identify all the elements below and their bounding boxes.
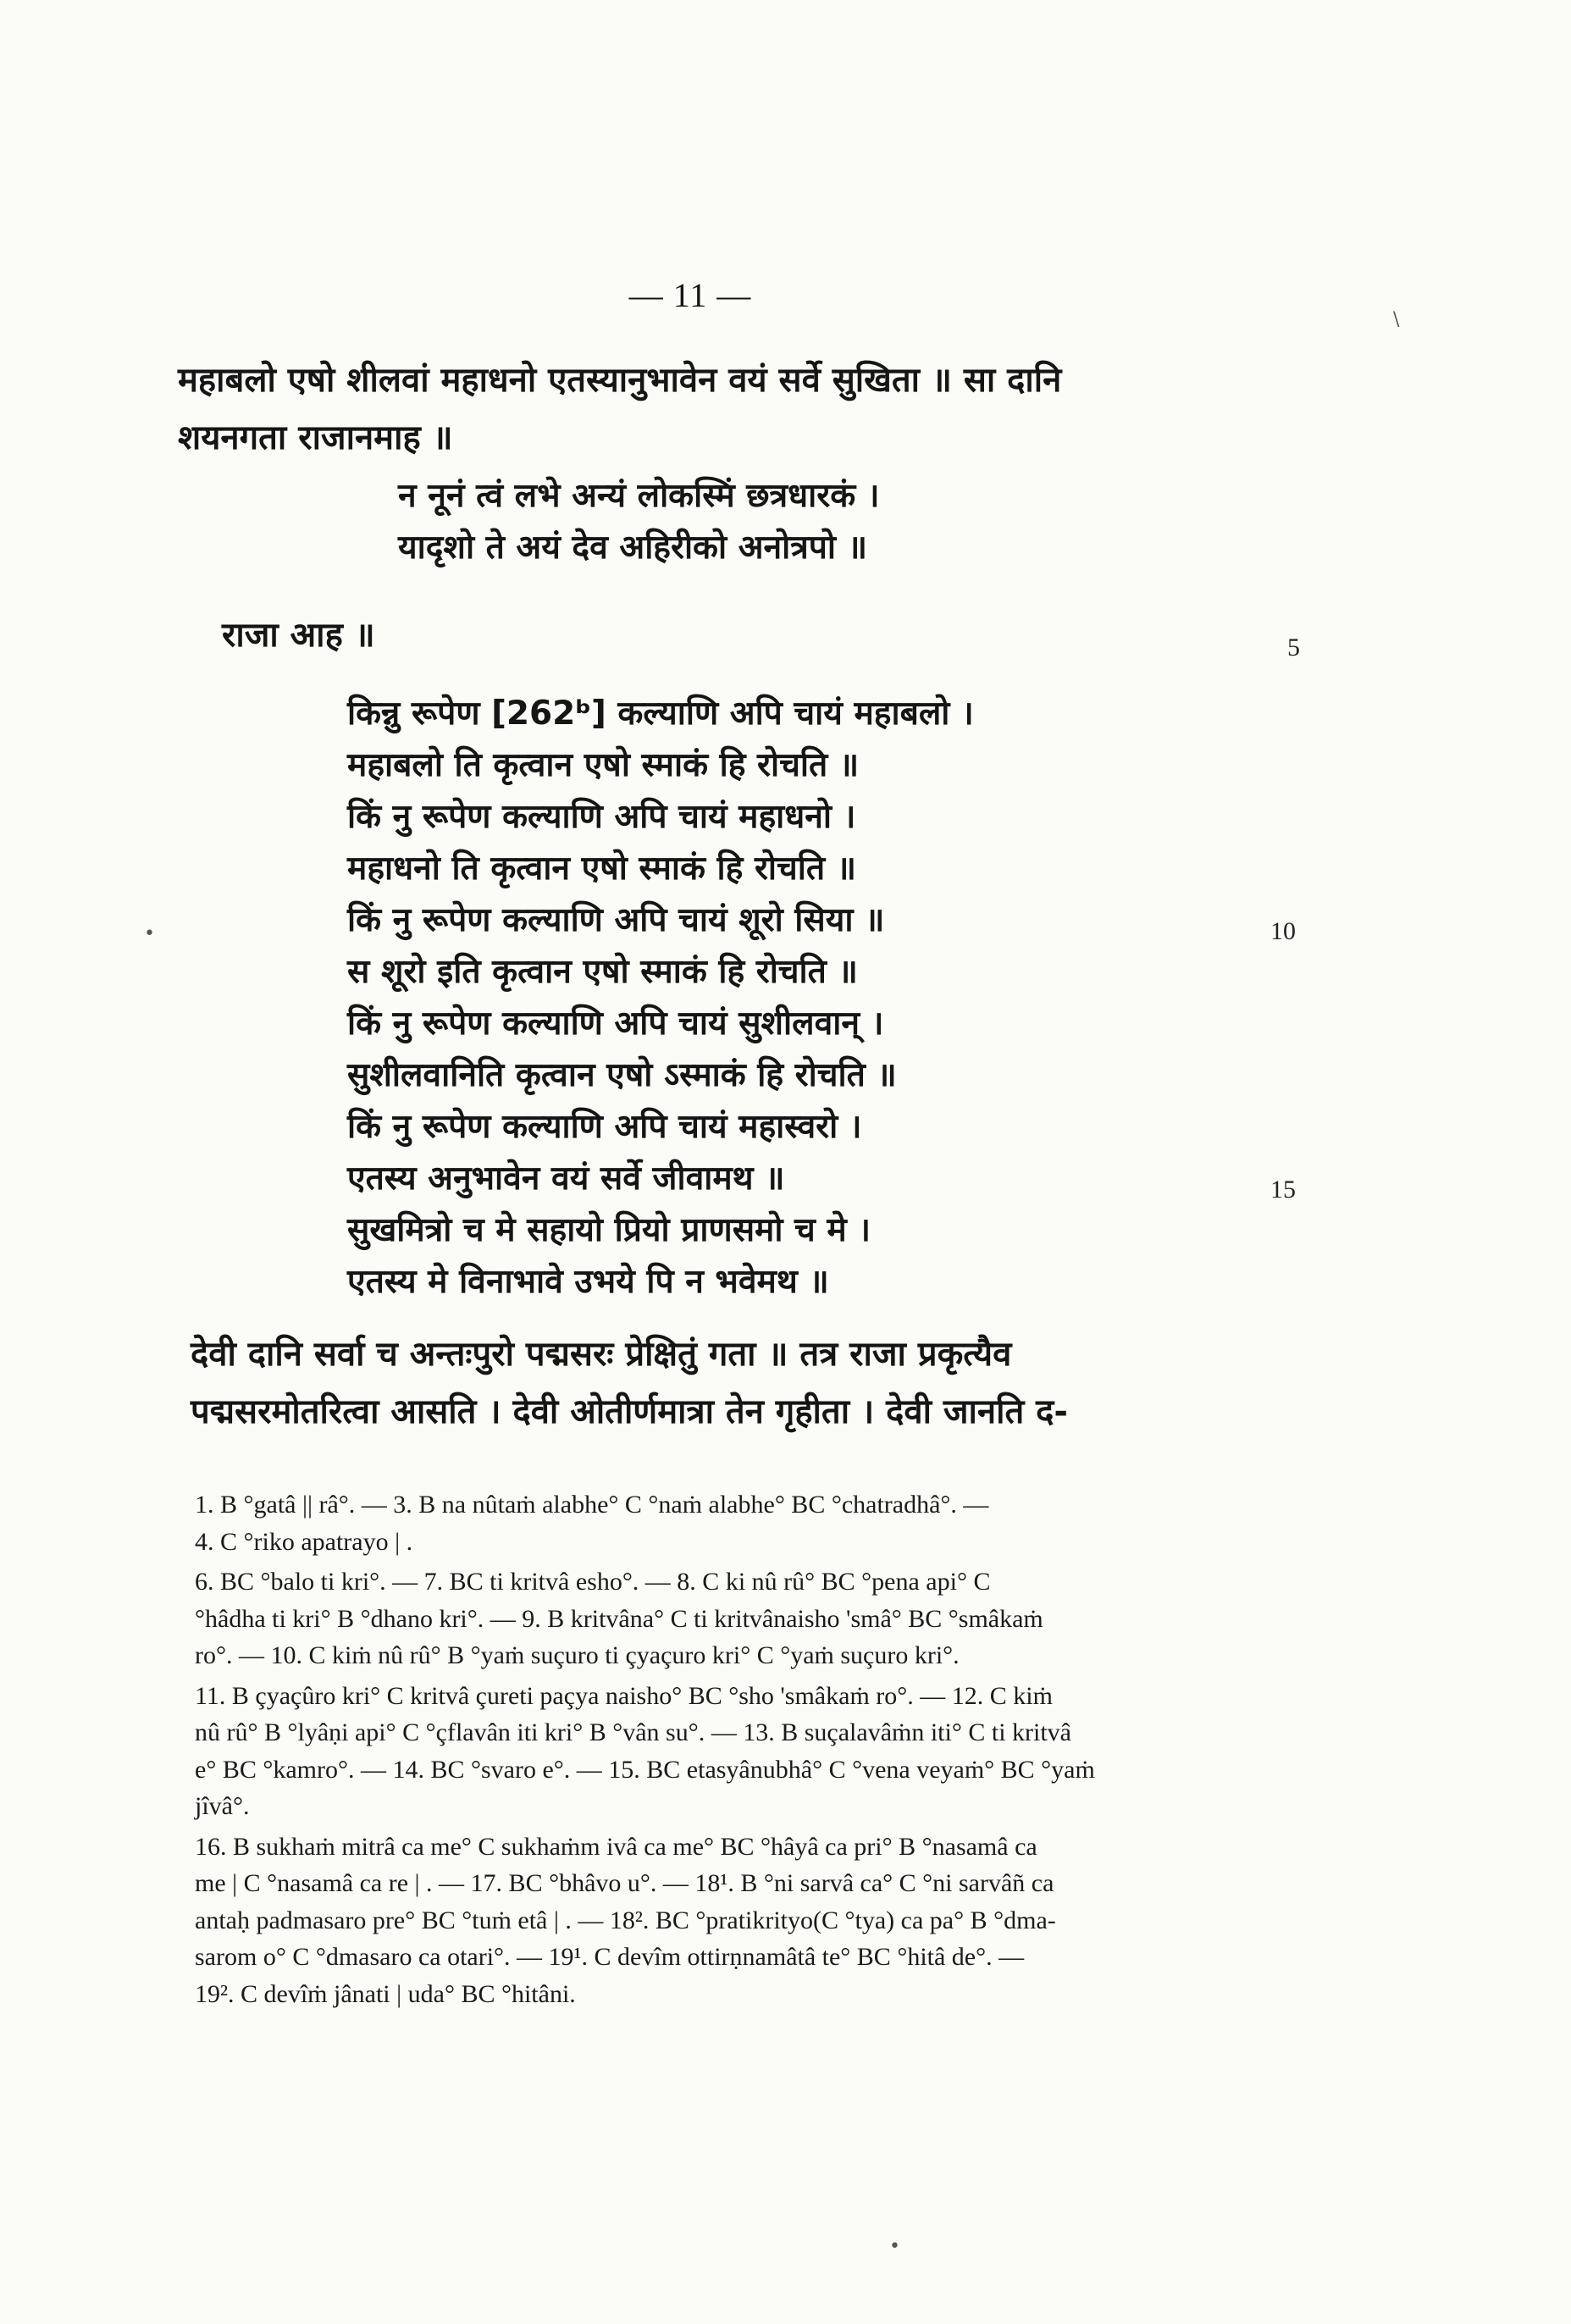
footnote-block [161, 1829, 1262, 2013]
scan-speck: \ [1393, 309, 1400, 330]
footnote-block [161, 1678, 1262, 1825]
prose-top [178, 351, 1061, 467]
footnote-line: 6. BC °balo ti kri°. — 7. BC ti kritvâ esho°. — 8. C ki nû rû° BC °pena api° C [195, 1568, 991, 1596]
verse-line: किं नु रूपेण कल्याणि अपि चायं महाधनो । [347, 798, 856, 836]
verse-line: न नूनं त्वं लभे अन्यं लोकस्मिं छत्रधारकं । [398, 477, 880, 515]
footnote-line: jîvâ°. [195, 1792, 250, 1820]
prose-line: शयनगता राजानमाह ॥ [178, 418, 453, 457]
line-number-5: 5 [1287, 634, 1300, 661]
verse-block-2 [347, 688, 974, 1308]
prose-line: पद्मसरमोतरित्वा आसति । देवी ओतीर्णमात्रा तेन गृहीता । देवी जानति द- [191, 1392, 1069, 1431]
footnote-line: nû rû° B °lyâṇi api° C °çflavân iti kri° B °vân su°. — 13. B suçalavâṁn iti° C ti kritvâ [195, 1718, 1071, 1746]
verse-line: एतस्य अनुभावेन वयं सर्वे जीवामथ ॥ [347, 1159, 785, 1198]
verse-line: स शूरो इति कृत्वान एषो स्माकं हि रोचति ॥ [347, 953, 858, 991]
footnotes [161, 1486, 1262, 2016]
footnote-line: e° BC °kamro°. — 14. BC °svaro e°. — 15. BC etasyânubhâ° C °vena veyaṁ° BC °yaṁ [195, 1755, 1095, 1784]
verse-line: किं नु रूपेण कल्याणि अपि चायं सुशीलवान् । [347, 1004, 884, 1043]
footnote-line: °hâdha ti kri° B °dhano kri°. — 9. B kritvâna° C ti kritvânaisho 'smâ° BC °smâkaṁ [195, 1604, 1043, 1633]
line-number-15: 15 [1270, 1176, 1296, 1204]
verse-line: यादृशो ते अयं देव अहिरीको अनोत्रपो ॥ [398, 528, 867, 567]
verse-line: किं नु रूपेण कल्याणि अपि चायं महास्वरो । [347, 1108, 862, 1146]
verse-line: एतस्य मे विनाभावे उभये पि न भवेमथ ॥ [347, 1263, 829, 1301]
verse-line: सुशीलवानिति कृत्वान एषो ऽस्माकं हि रोचति ॥ [347, 1056, 897, 1094]
verse-block-1 [398, 470, 880, 573]
verse-line: सुखमित्रो च मे सहायो प्रियो प्राणसमो च मे । [347, 1211, 871, 1249]
footnote-line: 4. C °riko apatrayo | . [195, 1527, 413, 1556]
footnote-line: antaḥ padmasaro pre° BC °tuṁ etâ | . — 18². BC °pratikrityo(C °tya) ca pa° B °dma- [195, 1906, 1056, 1934]
verse-line: महाधनो ति कृत्वान एषो स्माकं हि रोचति ॥ [347, 849, 857, 888]
speaker-label: राजा आह ॥ [222, 616, 375, 655]
page-number: — 11 — [628, 276, 752, 314]
scan-speck: • [144, 923, 155, 944]
prose-bottom [191, 1325, 1068, 1441]
footnote-line: ro°. — 10. C kiṁ nû rû° B °yaṁ suçuro ti çyaçuro kri° C °yaṁ suçuro kri°. [195, 1641, 960, 1669]
footnote-line: 16. B sukhaṁ mitrâ ca me° C sukhaṁm ivâ ca me° BC °hâyâ ca pri° B °nasamâ ca [195, 1832, 1037, 1861]
prose-line: देवी दानि सर्वा च अन्तःपुरो पद्मसरः प्रेक्षितुं गता ॥ तत्र राजा प्रकृत्यैव [191, 1335, 1012, 1374]
verse-line: किं नु रूपेण कल्याणि अपि चायं शूरो सिया ॥ [347, 901, 885, 939]
footnote-line: sarom o° C °dmasaro ca otari°. — 19¹. C devîm ottirṇnamâtâ te° BC °hitâ de°. — [195, 1943, 1025, 1971]
footnote-block [161, 1563, 1262, 1674]
verse-line: महाबलो ति कृत्वान एषो स्माकं हि रोचति ॥ [347, 746, 860, 784]
footnote-line: 11. B çyaçûro kri° C kritvâ çureti paçya naisho° BC °sho 'smâkaṁ ro°. — 12. C kiṁ [195, 1681, 1053, 1710]
prose-line: महाबलो एषो शीलवां महाधनो एतस्यानुभावेन वयं सर्वे सुखिता ॥ सा दानि [178, 361, 1062, 400]
footnote-line: 1. B °gatâ || râ°. — 3. B na nûtaṁ alabhe° C °naṁ alabhe° BC °chatradhâ°. — [195, 1491, 989, 1519]
footnote-block [161, 1486, 1262, 1560]
line-number-10: 10 [1270, 917, 1296, 945]
verse-line: किन्नु रूपेण [262ᵇ] कल्याणि अपि चायं महाबलो । [347, 694, 974, 733]
scan-speck: • [889, 2236, 900, 2257]
footnote-line: 19². C devîṁ jânati | uda° BC °hitâni. [195, 1979, 576, 2008]
footnote-line: me | C °nasamâ ca re | . — 17. BC °bhâvo u°. — 18¹. B °ni sarvâ ca° C °ni sarvâñ ca [195, 1869, 1054, 1897]
